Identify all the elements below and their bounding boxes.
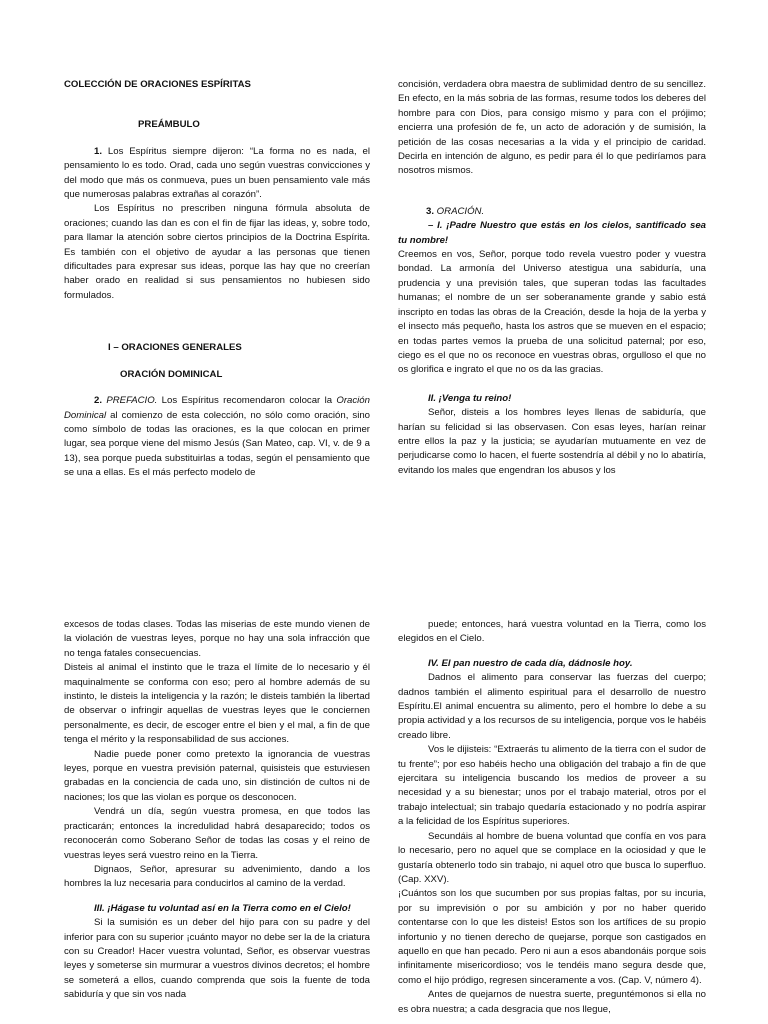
paragraph: Nadie puede poner como pretexto la ignorancia de vuestras leyes, porque en vuestra previsión paternal, quisisteis que estuviesen grabadas en la conciencia de cada uno, sin distinción de cultos ni de naciones; los que las violan es porque os desconocen. bbox=[64, 748, 370, 803]
subsection-heading: ORACIÓN DOMINICAL bbox=[120, 368, 223, 380]
paragraph: Señor, disteis a los hombres leyes llenas de sabiduría, que harían su felicidad si las observasen. Con esas leyes, harían reinar entre ellos la paz y la justicia; se ayudarían mutuamente en vez de perjudicarse como lo hacen, el fuerte sostendría al débil y no lo abatiría, evitando los males que engendran los abusos y los bbox=[398, 407, 706, 476]
paragraph-number: 1. bbox=[94, 145, 103, 157]
page2-left-column bbox=[64, 618, 370, 1003]
paragraph-text: Los Espíritus recomendaron colocar la bbox=[157, 395, 337, 407]
paragraph: puede; entonces, hará vuestra voluntad en la Tierra, como los elegidos en el Cielo. bbox=[398, 619, 706, 645]
paragraph: Vos le dijisteis: “Extraerás tu alimento de la tierra con el sudor de tu frente”; por eso habéis hecho una obligación del trabajo a fin de que ejercitara su inteligencia buscando los medios de proveer a su necesidad y a su bienestar; unos por el trabajo material, otros por el trabajo intelectual; sin trabajo quedaría estacionado y no podría aspirar a la felicidad de los Espíritus superiores. bbox=[398, 744, 706, 828]
document-page-1 bbox=[0, 0, 768, 490]
paragraph bbox=[64, 145, 370, 203]
paragraph: Dignaos, Señor, apresurar su advenimiento, dando a los hombres la luz necesaria para conducirlos al camino de la verdad. bbox=[64, 863, 370, 890]
oracion-heading bbox=[398, 205, 706, 219]
document-title: COLECCIÓN DE ORACIONES ESPÍRITAS bbox=[64, 79, 251, 90]
paragraph-number: 3. bbox=[426, 205, 435, 217]
paragraph-text: Los Espíritus siempre dijeron: “La forma no es nada, el pensamiento lo es todo. Orad, cada uno según vuestras convicciones y del modo que más os conmueva, pues un buen pensamiento vale más que numerosas palabras extrañas al corazón”. bbox=[64, 145, 370, 201]
prayer-verse-heading: IV. El pan nuestro de cada día, dádnosle hoy. bbox=[428, 657, 633, 669]
prayer-verse-heading: II. ¡Venga tu reino! bbox=[428, 392, 512, 404]
page1-right-column bbox=[398, 78, 706, 478]
section-heading: I – ORACIONES GENERALES bbox=[108, 342, 242, 354]
paragraph: Disteis al animal el instinto que le traza el límite de lo necesario y él maquinalmente se conforma con eso; pero al hombre además de su instinto, le disteis la inteligencia y la razón; le disteis también la libertad de observar o infringir aquellas de vuestras leyes que le conciernen personalmente, es decir, de escoger entre el bien y el mal, a fin de que tenga el mérito y la responsabilidad de sus acciones. bbox=[64, 662, 370, 746]
prayer-verse-heading: – I. ¡Padre Nuestro que estás en los cielos, santificado sea tu nombre! bbox=[398, 220, 706, 246]
page1-left-column bbox=[64, 78, 370, 481]
paragraph-number: 2. bbox=[94, 395, 103, 407]
document-page-2 bbox=[0, 490, 768, 1024]
paragraph-italic: Oración Dominical bbox=[64, 395, 370, 421]
prayer-verse-heading: III. ¡Hágase tu voluntad así en la Tierra como en el Cielo! bbox=[94, 902, 351, 914]
paragraph: Los Espíritus no prescriben ninguna fórmula absoluta de oraciones; cuando las dan es con el fin de fijar las ideas, y, sobre todo, para llamar la atención sobre ciertos principios de la Doctrina Espírita. Es también con el objetivo de ayudar a las personas que tienen dificultades para expresar sus ideas, porque las hay que no creerían haber orado en realidad si sus pensamientos no hubiesen sido formulados. bbox=[64, 203, 370, 301]
paragraph: Antes de quejarnos de nuestra suerte, preguntémonos si ella no es obra nuestra; a cada desgracia que nos llegue, bbox=[398, 989, 706, 1015]
paragraph: Si la sumisión es un deber del hijo para con su padre y del inferior para con su superior ¡cuánto mayor no debe ser la de la criatura con su Creador! Hacer vuestra voluntad, Señor, es observar vuestras leyes y someterse sin murmurar a vuestros divinos decretos; el hombre se someterá a ellos, cuando comprenda que sois la fuente de toda sabiduría y que sin vos nada bbox=[64, 917, 370, 1001]
paragraph-label: PREFACIO. bbox=[102, 395, 158, 407]
paragraph: ¡Cuántos son los que sucumben por sus propias faltas, por su incuria, por su imprevisión o por su ambición y por no haber querido contentarse con lo que les disteis! Estos son los artífices de su propio infortunio y no tienen derecho de quejarse, porque son castigados en aquello en que han pecado. Pero ni aun a esos abandonáis porque sois infinitamente misericordioso; vos le tendéis mano segura desde que, como el hijo pródigo, regresen sinceramente a vos. (Cap. V, número 4). bbox=[398, 888, 706, 986]
paragraph-label: ORACIÓN. bbox=[434, 205, 485, 217]
paragraph: excesos de todas clases. Todas las miserias de este mundo vienen de la violación de vuestras leyes, porque no hay una sola infracción que no tenga fatales consecuencias. bbox=[64, 619, 370, 659]
preamble-heading: PREÁMBULO bbox=[138, 119, 200, 131]
paragraph: Dadnos el alimento para conservar las fuerzas del cuerpo; dadnos también el alimento espiritual para el desarrollo de nuestro Espíritu.El animal encuentra su alimento, pero el hombre lo debe a su propia actividad y a los recursos de su inteligencia, porque vos le habéis creado libre. bbox=[398, 672, 706, 741]
paragraph bbox=[64, 394, 370, 480]
paragraph-text: al comienzo de esta colección, no sólo como oración, sino como símbolo de todas las oraciones, es la que colocan en primer lugar, sea porque viene del mismo Jesús (San Mateo, cap. VI, v. de 9 a 13), sea porque pueda substituirlas a todas, según el pensamiento que se una a ellas. Es el más perfecto modelo de bbox=[64, 409, 370, 479]
paragraph: concisión, verdadera obra maestra de sublimidad dentro de su sencillez. En efecto, en la más sobria de las formas, resume todos los deberes del hombre para con Dios, para consigo mismo y para con el prójimo; encierra una profesión de fe, un acto de adoración y de sumisión, la petición de las cosas necesarias a la vida y el principio de caridad. Decirla en intención de alguno, es pedir para él lo que pediríamos para nosotros mismos. bbox=[398, 79, 706, 177]
paragraph: Vendrá un día, según vuestra promesa, en que todos las practicarán; entonces la incredulidad habrá desaparecido; todos os reconocerán como Soberano Señor de todas las cosas y el reino de vuestras leyes será vuestro reino en la Tierra. bbox=[64, 806, 370, 861]
paragraph: Secundáis al hombre de buena voluntad que confía en vos para lo necesario, pero no aquel que se complace en la ociosidad y que le gustaría obtenerlo todo sin trabajo, ni aquel otro que busca lo superfluo. (Cap. XXV). bbox=[398, 830, 706, 885]
page2-right-column bbox=[398, 618, 706, 1017]
paragraph: Creemos en vos, Señor, porque todo revela vuestro poder y vuestra bondad. La armonía del Universo atestigua una sabiduría, una prudencia y una previsión tales, que superan todas las facultades humanas; el nombre de un ser soberanamente grande y sabio está inscripto en todas las obras de la Creación, desde la hoja de la yerba y el insecto más pequeño, hasta los astros que se mueven en el espacio; en todas partes vemos la prueba de una solicitud paternal; por eso, ciego es el que no os reconoce en vuestras obras, orgulloso el que no os glorifica e ingrato el que no os da las gracias. bbox=[398, 249, 706, 376]
